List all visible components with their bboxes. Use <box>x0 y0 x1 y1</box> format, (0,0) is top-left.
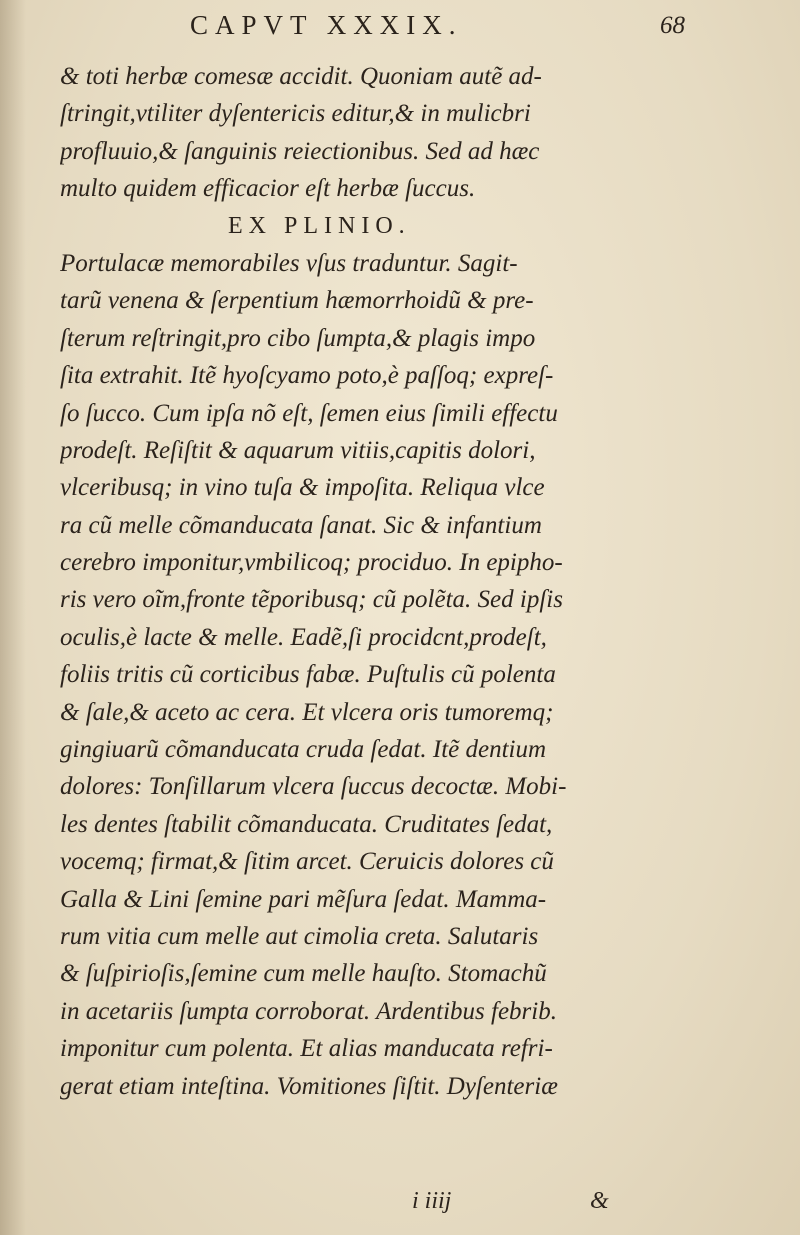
text-line: cerebro imponitur,vmbilicoq; prociduo. In epipho- <box>60 549 563 577</box>
text-line: dolores: Tonſillarum vlcera ſuccus decoctæ. Mobi- <box>60 773 567 801</box>
text-line: gingiuarũ cõmanducata cruda ſedat. Itẽ dentium <box>60 736 547 764</box>
folio-number: 68 <box>660 12 685 39</box>
text-line: ra cũ melle cõmanducata ſanat. Sic & infantium <box>60 511 542 539</box>
page-footer <box>0 1188 800 1228</box>
text-line: & ſuſpirioſis,ſemine cum melle hauſto. Stomachũ <box>60 960 547 988</box>
running-head: CAPVT XXXIX. <box>190 10 463 40</box>
text-line: ſita extrahit. Itẽ hyoſcyamo poto,è paſſoq; expreſ- <box>60 362 554 390</box>
text-line: profluuio,& ſanguinis reiectionibus. Sed ad hæc <box>60 137 540 165</box>
text-line: Galla & Lini ſemine pari mẽſura ſedat. Mamma- <box>60 885 547 913</box>
text-line: ſterum reſtringit,pro cibo ſumpta,& plagis impo <box>60 324 536 352</box>
body-text <box>60 58 700 1105</box>
text-line: ris vero oĩm,fronte tẽporibusq; cũ polẽta. Sed ipſis <box>60 586 563 614</box>
catchword: & <box>590 1188 609 1214</box>
text-line: Portulacæ memorabiles vſus traduntur. Sagit- <box>60 249 518 277</box>
text-line: ſtringit,vtiliter dyſentericis editur,& in mulicbri <box>60 100 531 128</box>
text-line: ſo ſucco. Cum ipſa nõ eſt, ſemen eius ſimili effectu <box>60 399 558 427</box>
text-line: vlceribusq; in vino tuſa & impoſita. Reliqua vlce <box>60 474 545 502</box>
text-line: oculis,è lacte & melle. Eadẽ,ſi procidcnt,prodeſt, <box>60 623 547 651</box>
text-line: imponitur cum polenta. Et alias manducata refri- <box>60 1035 553 1063</box>
text-line: multo quidem efficacior eſt herbæ ſuccus. <box>60 175 476 203</box>
text-line: & ſale,& aceto ac cera. Et vlcera oris tumoremq; <box>60 698 554 726</box>
signature-mark: i iiij <box>412 1188 452 1214</box>
text-line: prodeſt. Reſiſtit & aquarum vitiis,capitis dolori, <box>60 436 536 464</box>
page-header <box>0 8 800 48</box>
text-line: gerat etiam inteſtina. Vomitiones ſiſtit. Dyſenteriæ <box>60 1072 558 1100</box>
text-line: & toti herbæ comesæ accidit. Quoniam autẽ ad- <box>60 63 542 90</box>
section-heading: EX PLINIO. <box>228 212 411 239</box>
text-line: rum vitia cum melle aut cimolia creta. Salutaris <box>60 922 539 950</box>
text-line: foliis tritis cũ corticibus fabæ. Puſtulis cũ polenta <box>60 661 556 689</box>
text-line: in acetariis ſumpta corroborat. Ardentibus febrib. <box>60 997 557 1025</box>
text-line: tarũ venena & ſerpentium hæmorrhoidũ & pre- <box>60 287 534 315</box>
binding-shadow <box>0 0 26 1235</box>
text-line: vocemq; firmat,& ſitim arcet. Ceruicis dolores cũ <box>60 848 554 876</box>
text-line: les dentes ſtabilit cõmanducata. Cruditates ſedat, <box>60 810 553 838</box>
